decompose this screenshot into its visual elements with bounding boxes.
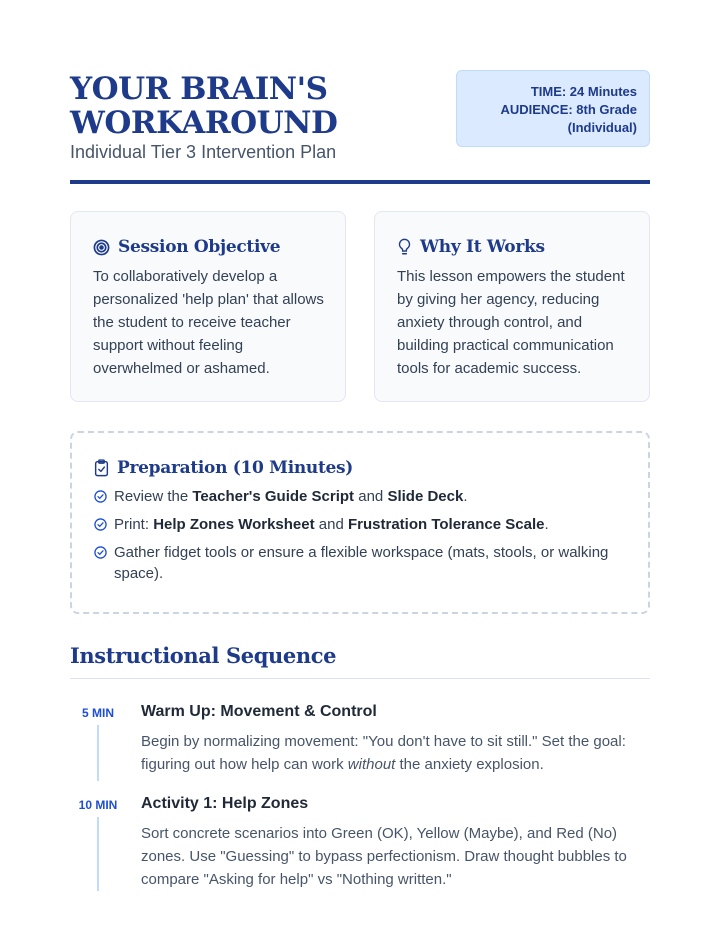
preparation-item	[94, 542, 628, 584]
sequence-divider	[70, 678, 650, 679]
page-title-line-2: WORKAROUND	[70, 105, 338, 141]
step-title: Activity 1: Help Zones	[141, 795, 309, 812]
timeline-line	[97, 817, 99, 891]
preparation-title: Preparation (10 Minutes)	[117, 458, 354, 478]
step-description: Sort concrete scenarios into Green (OK), Yellow (Maybe), and Red (No) zones. Use "Guessing" to bypass perfectionism. Draw thought bubbles to compare "Asking for help" vs "Nothing written."	[141, 825, 627, 888]
prep-bold-text: Slide Deck	[387, 488, 464, 505]
sequence-title: Instructional Sequence	[70, 643, 337, 668]
step-time-badge: 5 MIN	[81, 706, 114, 720]
why-it-works-title: Why It Works	[420, 237, 545, 257]
time-meta: TIME: 24 Minutes	[530, 84, 637, 99]
preparation-item	[94, 514, 628, 535]
session-objective-card	[70, 211, 346, 402]
check-circle-icon	[94, 490, 107, 503]
prep-bold-text: Help Zones Worksheet	[153, 516, 315, 533]
prep-text: and	[354, 488, 388, 505]
step-description	[141, 730, 641, 776]
header-divider	[70, 180, 650, 184]
prep-text: and	[314, 516, 348, 533]
session-objective-title: Session Objective	[118, 237, 281, 257]
why-it-works-text: This lesson empowers the student by giving her agency, reducing anxiety through control, and building practical communication tools for academic success.	[397, 268, 625, 377]
timeline-line	[97, 725, 99, 781]
audience-meta-detail: (Individual)	[567, 120, 637, 135]
prep-bold-text: Teacher's Guide Script	[192, 488, 355, 505]
page-subtitle: Individual Tier 3 Intervention Plan	[70, 142, 337, 162]
step-text: the anxiety explosion.	[395, 756, 544, 773]
why-it-works-card	[374, 211, 650, 402]
check-circle-icon	[94, 518, 107, 531]
preparation-list	[94, 486, 628, 584]
prep-bold-text: Frustration Tolerance Scale	[348, 516, 545, 533]
preparation-item	[94, 486, 628, 507]
clipboard-check-icon	[94, 459, 109, 477]
prep-text: .	[544, 516, 549, 533]
preparation-box	[70, 431, 650, 614]
step-title: Warm Up: Movement & Control	[141, 703, 377, 720]
check-circle-icon	[94, 546, 107, 559]
session-meta-box	[456, 70, 650, 147]
prep-text: Review the	[114, 488, 193, 505]
prep-text: .	[463, 488, 468, 505]
audience-meta: AUDIENCE: 8th Grade	[500, 102, 637, 117]
step-time-badge: 10 MIN	[78, 798, 118, 812]
step-emphasis: without	[347, 756, 396, 773]
step-text: Begin by normalizing movement: "You don't have to sit still." Set the goal: figuring out how help can work	[141, 733, 626, 773]
target-icon	[93, 239, 110, 256]
prep-text: Gather fidget tools or ensure a flexible workspace (mats, stools, or walking space).	[114, 544, 609, 582]
prep-text: Print:	[114, 516, 154, 533]
session-objective-text: To collaboratively develop a personalized 'help plan' that allows the student to receive teacher support without feeling overwhelmed or ashamed.	[93, 268, 324, 377]
page-title-line-1: YOUR BRAIN'S	[70, 71, 328, 107]
lightbulb-icon	[397, 238, 412, 256]
